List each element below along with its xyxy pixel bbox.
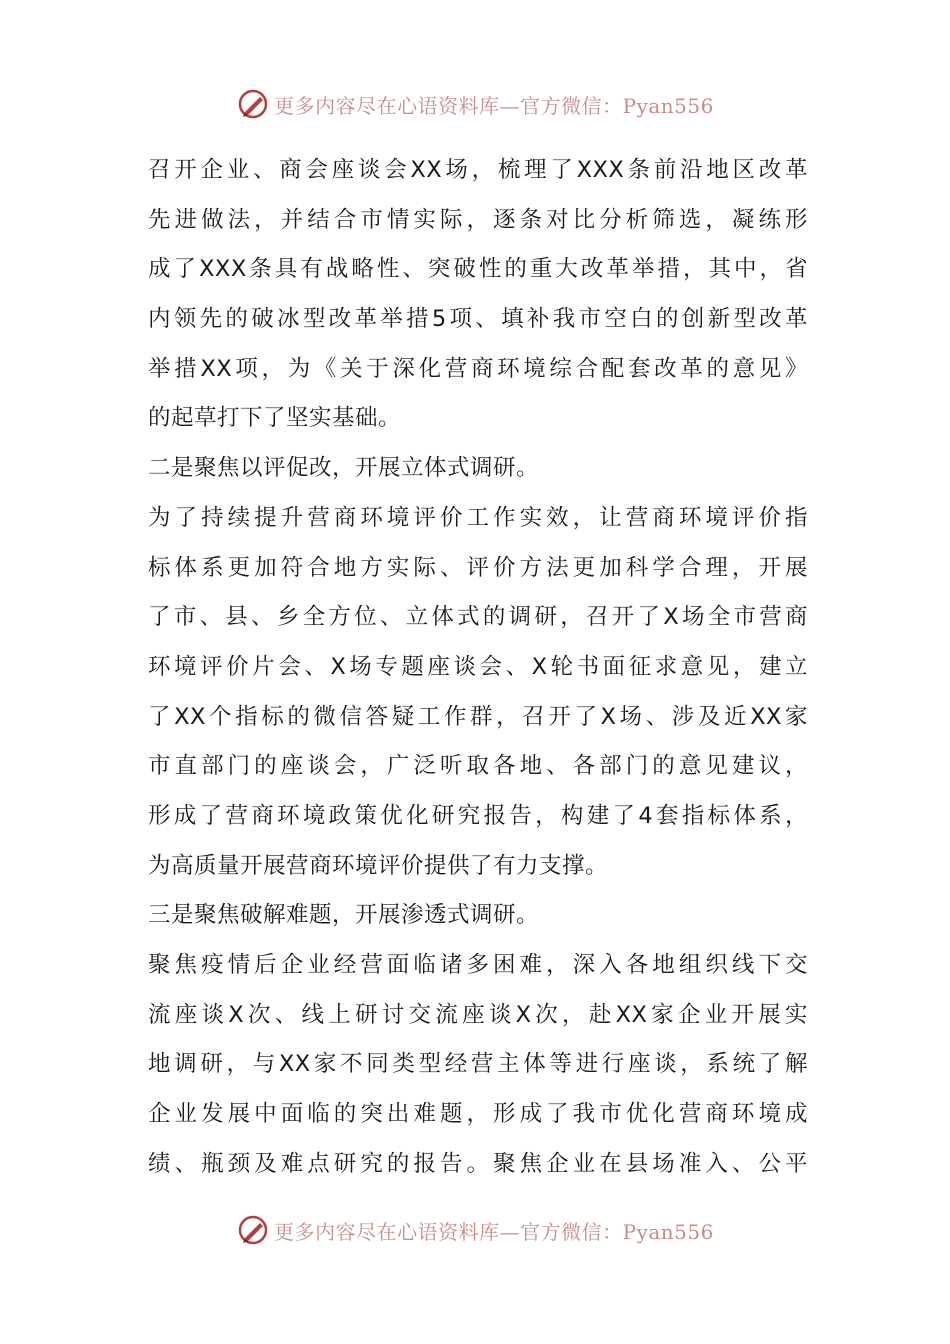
text-line: 标体系更加符合地方实际、评价方法更加科学合理，开展 [148, 554, 808, 581]
text-line: 召开企业、商会座谈会XX场，梳理了XXX条前沿地区改革 [148, 157, 808, 183]
watermark-text: 更多内容尽在心语资料库—官方微信：Pyan556 [274, 1219, 714, 1244]
text-line: 举措XX项，为《关于深化营商环境综合配套改革的意见》 [148, 355, 808, 382]
text-line: 了市、县、乡全方位、立体式的调研，召开了X场全市营商 [148, 604, 808, 631]
text-line: 企业发展中面临的突出难题，形成了我市优化营商环境成 [148, 1101, 808, 1128]
text-line: 内领先的破冰型改革举措5项、填补我市空白的创新型改革 [148, 306, 808, 333]
text-line: 地调研，与XX家不同类型经营主体等进行座谈，系统了解 [148, 1051, 808, 1078]
text-line: 形成了营商环境政策优化研究报告，构建了4套指标体系， [148, 802, 808, 829]
section-heading: 二是聚焦以评促改，开展立体式调研。 [148, 455, 540, 482]
text-line: 环境评价片会、X场专题座谈会、X轮书面征求意见，建立 [148, 653, 808, 680]
text-line: 了XX个指标的微信答疑工作群，召开了X场、涉及近XX家 [148, 703, 808, 730]
text-line: 成了XXX条具有战略性、突破性的重大改革举措，其中，省 [148, 256, 808, 283]
text-line: 流座谈X次、线上研讨交流座谈X次，赴XX家企业开展实 [148, 1001, 808, 1028]
text-line: 的起草打下了坚实基础。 [148, 405, 402, 432]
section-heading: 三是聚焦破解难题，开展渗透式调研。 [148, 902, 540, 929]
watermark-text: 更多内容尽在心语资料库—官方微信：Pyan556 [274, 93, 714, 118]
footer-watermark [0, 1210, 950, 1250]
text-line: 为了持续提升营商环境评价工作实效，让营商环境评价指 [148, 504, 808, 531]
text-line: 市直部门的座谈会，广泛听取各地、各部门的意见建议， [148, 753, 808, 780]
pen-circle-icon [236, 87, 270, 121]
document-body [148, 146, 808, 1189]
text-line: 为高质量开展营商环境评价提供了有力支撑。 [148, 852, 609, 879]
pen-circle-icon [236, 1213, 270, 1247]
text-line: 先进做法，并结合市情实际，逐条对比分析筛选，凝练形 [148, 206, 808, 233]
header-watermark [0, 84, 950, 124]
text-line: 绩、瓶颈及难点研究的报告。聚焦企业在县场准入、公平 [148, 1150, 808, 1177]
text-line: 聚焦疫情后企业经营面临诸多困难，深入各地组织线下交 [148, 952, 808, 978]
